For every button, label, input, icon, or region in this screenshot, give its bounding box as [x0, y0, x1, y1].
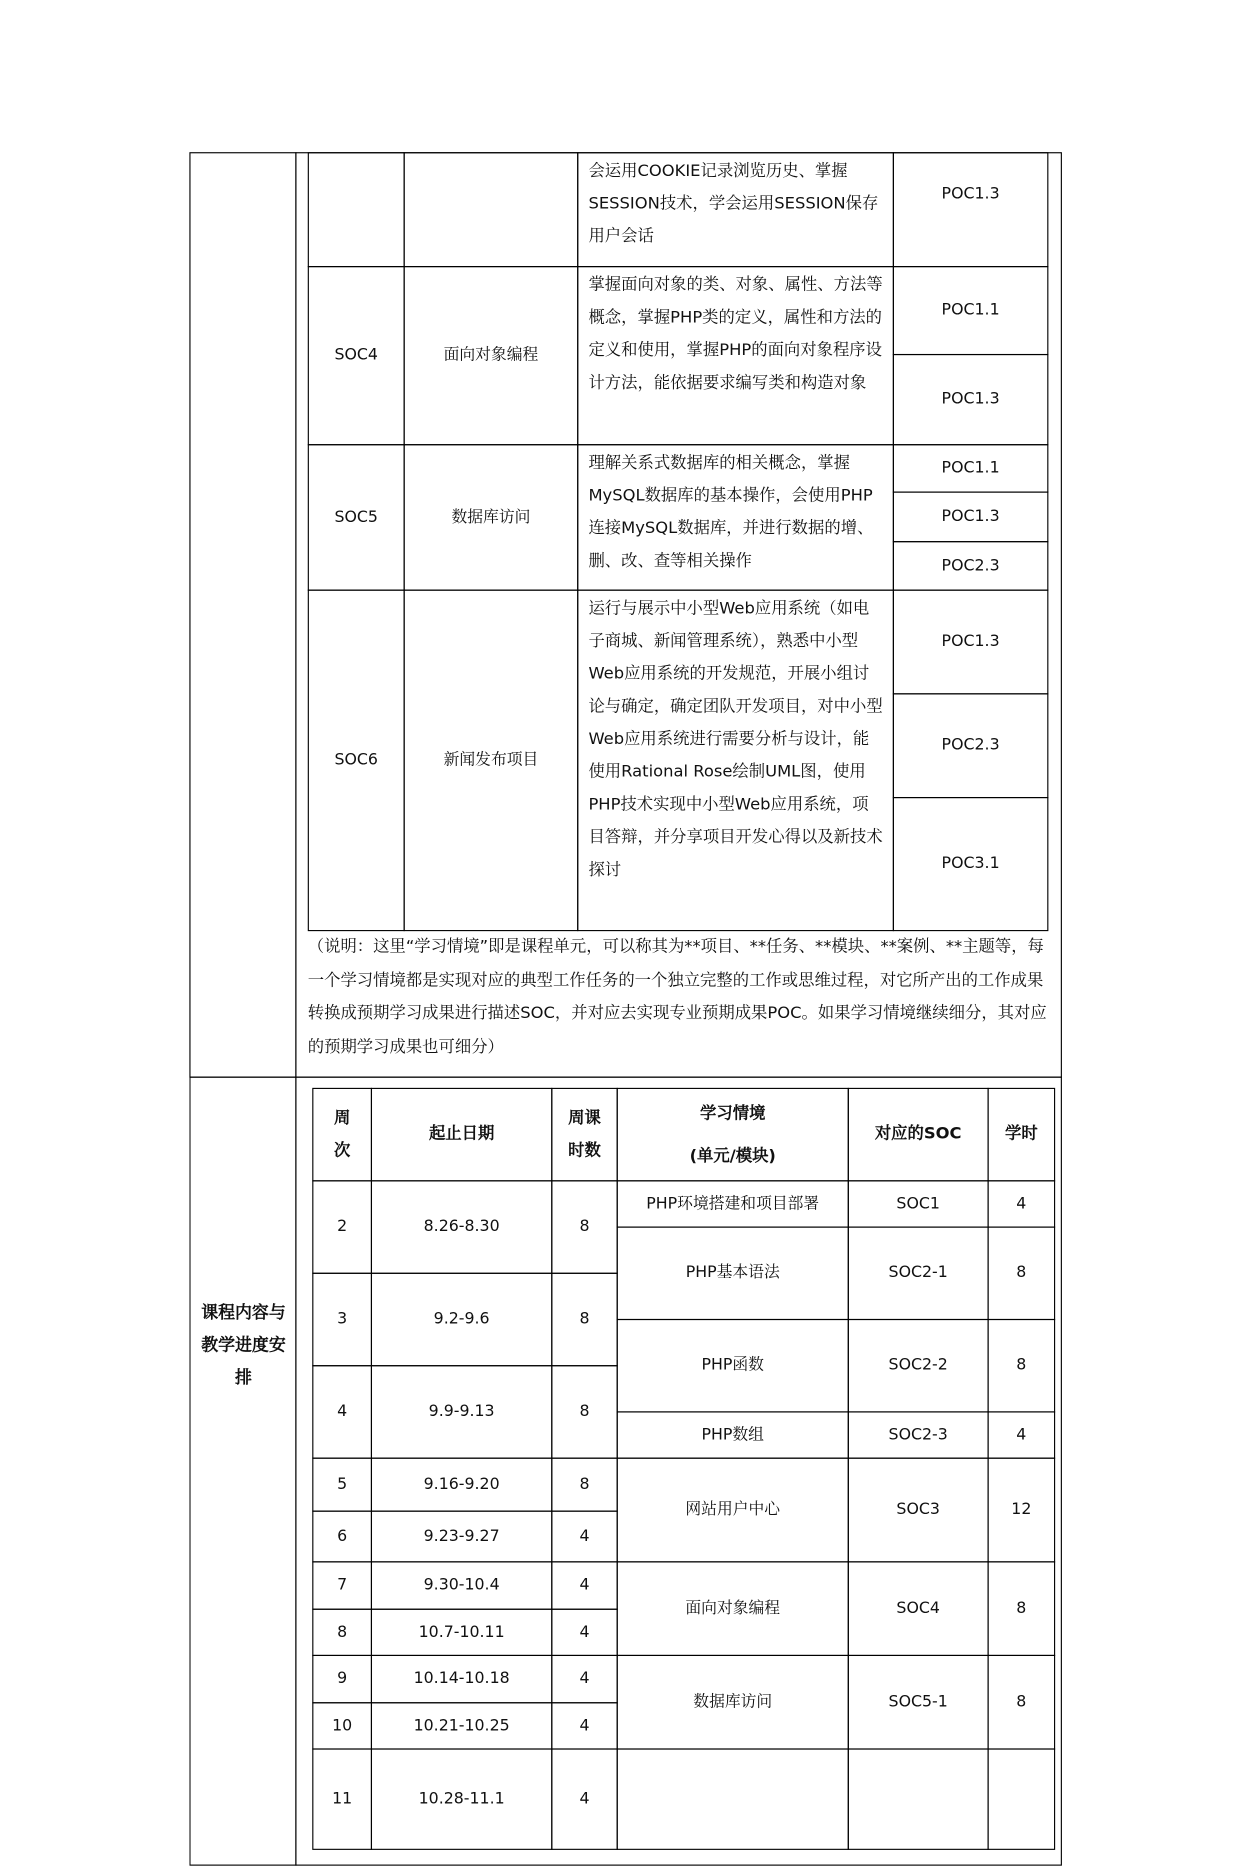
section-label: 课程内容与教学进度安排	[201, 1302, 286, 1388]
poc-cell: POC1.3	[893, 152, 1049, 267]
date-range-cell: 9.23-9.27	[371, 1511, 552, 1563]
weekly-hours-cell: 4	[551, 1748, 618, 1849]
week-number-cell: 6	[312, 1511, 372, 1563]
date-range-cell: 10.7-10.11	[371, 1609, 552, 1656]
soc-cell	[308, 152, 405, 267]
week-number-cell: 3	[312, 1273, 372, 1367]
weekly-hours-cell: 8	[551, 1458, 618, 1512]
poc-cell: POC2.3	[893, 541, 1049, 591]
weekly-hours-cell: 4	[551, 1511, 618, 1563]
header-week-text: 周次	[333, 1108, 351, 1160]
weekly-hours-cell: 8	[551, 1180, 618, 1274]
soc-cell: SOC5	[308, 444, 405, 591]
unit-hours-cell: 12	[988, 1458, 1056, 1563]
unit-name-cell: 数据库访问	[617, 1655, 849, 1750]
date-range-cell: 9.30-10.4	[371, 1561, 552, 1609]
soc-cell: SOC4	[308, 266, 405, 445]
poc-cell: POC1.3	[893, 354, 1049, 445]
header-hours	[551, 1088, 618, 1182]
weekly-hours-cell: 4	[551, 1609, 618, 1656]
weekly-hours-cell: 8	[551, 1273, 618, 1367]
date-range-cell: 9.2-9.6	[371, 1273, 552, 1367]
unit-soc-cell: SOC1	[848, 1180, 989, 1227]
soc-cell: SOC6	[308, 590, 405, 932]
desc-cell: 运行与展示中小型Web应用系统（如电子商城、新闻管理系统），熟悉中小型Web应用系统的开发规范，开展小组讨论与确定，确定团队开发项目，对中小型Web应用系统进行需要分析与设计，能使用Rational Rose绘制UML图，使用PHP技术实现中小型Web应用系统，项目答辩，并分享项目开发心得以及新技术探讨	[577, 590, 894, 932]
unit-soc-cell	[848, 1748, 989, 1849]
date-range-cell: 9.16-9.20	[371, 1458, 552, 1512]
poc-cell: POC2.3	[893, 693, 1049, 798]
week-number-cell: 9	[312, 1655, 372, 1703]
week-number-cell: 5	[312, 1458, 372, 1512]
unit-name-cell: PHP环境搭建和项目部署	[617, 1180, 849, 1227]
unit-name-cell: 数据库访问	[404, 444, 579, 591]
unit-name-cell: PHP基本语法	[617, 1227, 849, 1321]
unit-name-cell: PHP函数	[617, 1319, 849, 1413]
unit-name-cell: PHP数组	[617, 1411, 849, 1458]
unit-name-cell	[617, 1748, 849, 1849]
poc-cell: POC3.1	[893, 797, 1049, 931]
unit-soc-cell: SOC2-1	[848, 1227, 989, 1321]
date-range-cell: 10.28-11.1	[371, 1748, 552, 1849]
weekly-hours-cell: 4	[551, 1561, 618, 1609]
unit-soc-cell: SOC3	[848, 1458, 989, 1563]
unit-hours-cell	[988, 1748, 1056, 1849]
unit-name-cell: 新闻发布项目	[404, 590, 579, 932]
week-number-cell: 8	[312, 1609, 372, 1656]
date-range-cell: 9.9-9.13	[371, 1365, 552, 1459]
unit-soc-cell: SOC2-2	[848, 1319, 989, 1413]
header-week	[312, 1088, 372, 1182]
poc-cell: POC1.1	[893, 266, 1049, 355]
unit-hours-cell: 8	[988, 1319, 1056, 1413]
poc-cell: POC1.1	[893, 444, 1049, 492]
unit-soc-cell: SOC5-1	[848, 1655, 989, 1750]
desc-cell: 理解关系式数据库的相关概念，掌握MySQL数据库的基本操作，会使用PHP连接MySQL数据库，并进行数据的增、删、改、查等相关操作	[577, 444, 894, 591]
outer-label-cell-2	[189, 1077, 296, 1866]
week-number-cell: 4	[312, 1365, 372, 1459]
unit-soc-cell: SOC2-3	[848, 1411, 989, 1458]
unit-name-cell	[404, 152, 579, 267]
unit-name-cell: 网站用户中心	[617, 1458, 849, 1563]
explanation-note: （说明：这里“学习情境”即是课程单元，可以称其为**项目、**任务、**模块、**案例、**主题等，每一个学习情境都是实现对应的典型工作任务的一个独立完整的工作或思维过程，对它所产出的工作成果转换成预期学习成果进行描述SOC，并对应去实现专业预期成果POC。如果学习情境继续细分，其对应的预期学习成果也可细分）	[307, 937, 1047, 1056]
header-soc: 对应的SOC	[848, 1088, 989, 1182]
week-number-cell: 7	[312, 1561, 372, 1609]
desc-cell: 掌握面向对象的类、对象、属性、方法等概念，掌握PHP类的定义，属性和方法的定义和使用，掌握PHP的面向对象程序设计方法，能依据要求编写类和构造对象	[577, 266, 894, 445]
desc-cell: 会运用COOKIE记录浏览历史、掌握SESSION技术，学会运用SESSION保存用户会话	[577, 152, 894, 267]
header-unit-line2: (单元/模块)	[689, 1147, 776, 1166]
unit-soc-cell: SOC4	[848, 1561, 989, 1656]
poc-cell: POC1.3	[893, 492, 1049, 543]
header-hours-text: 周课时数	[568, 1108, 601, 1160]
header-unit-line1: 学习情境	[700, 1104, 766, 1123]
unit-name-cell: 面向对象编程	[404, 266, 579, 445]
unit-hours-cell: 8	[988, 1561, 1056, 1656]
date-range-cell: 8.26-8.30	[371, 1180, 552, 1274]
header-credit-hours: 学时	[988, 1088, 1056, 1182]
header-unit	[617, 1088, 849, 1182]
unit-hours-cell: 4	[988, 1180, 1056, 1227]
unit-hours-cell: 4	[988, 1411, 1056, 1458]
week-number-cell: 10	[312, 1702, 372, 1749]
week-number-cell: 11	[312, 1748, 372, 1849]
unit-hours-cell: 8	[988, 1227, 1056, 1321]
date-range-cell: 10.21-10.25	[371, 1702, 552, 1749]
date-range-cell: 10.14-10.18	[371, 1655, 552, 1703]
weekly-hours-cell: 4	[551, 1655, 618, 1703]
weekly-hours-cell: 4	[551, 1702, 618, 1749]
weekly-hours-cell: 8	[551, 1365, 618, 1459]
week-number-cell: 2	[312, 1180, 372, 1274]
outer-label-cell-1	[189, 152, 296, 1078]
unit-name-cell: 面向对象编程	[617, 1561, 849, 1656]
header-dates: 起止日期	[371, 1088, 552, 1182]
poc-cell: POC1.3	[893, 590, 1049, 695]
unit-hours-cell: 8	[988, 1655, 1056, 1750]
